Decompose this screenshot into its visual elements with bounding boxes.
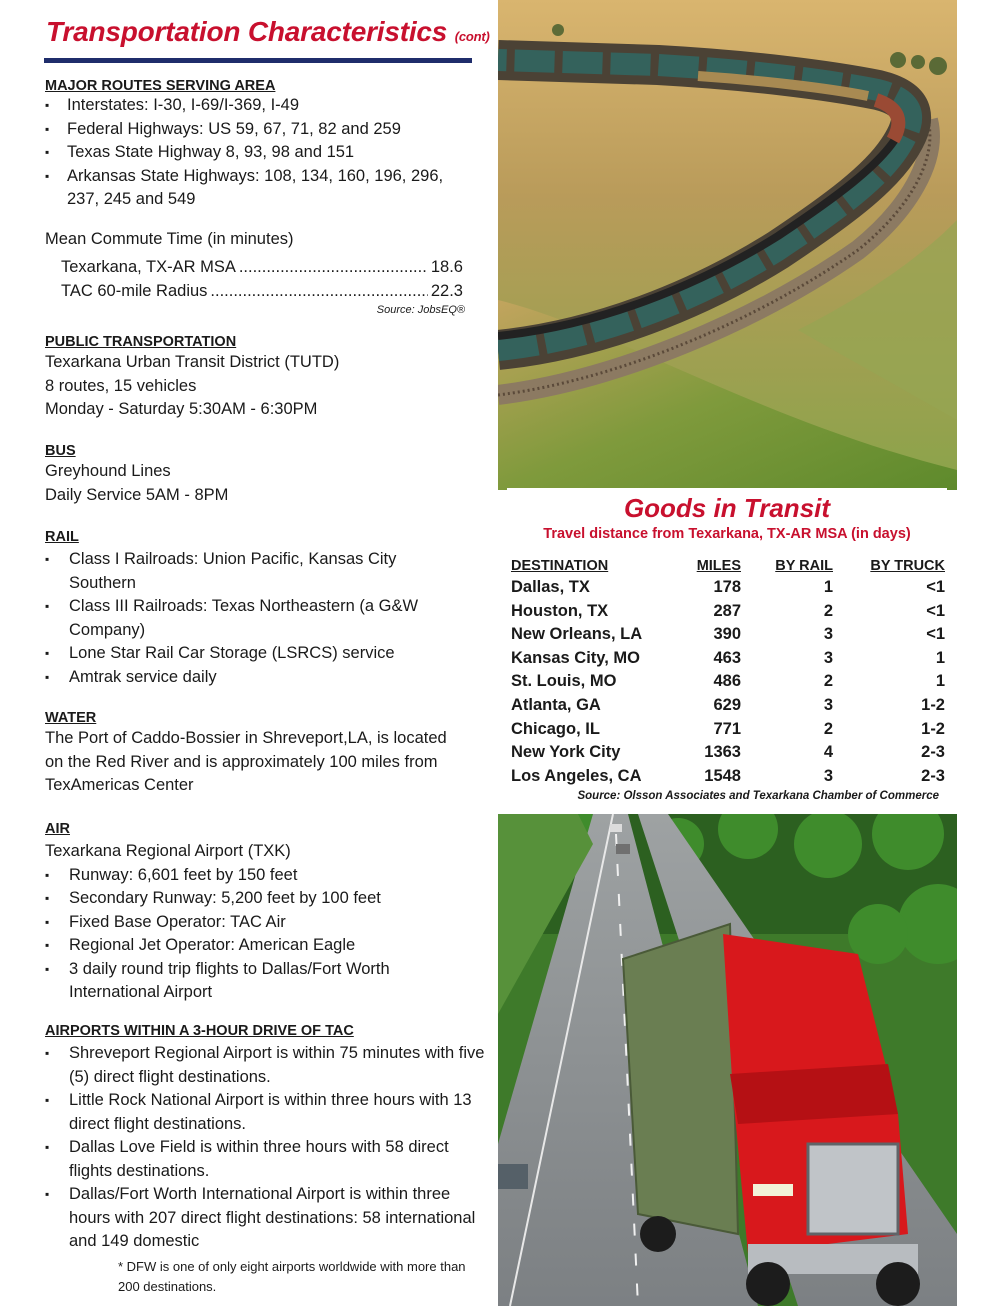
cell-miles: 287	[713, 601, 741, 620]
airports-list	[45, 1042, 485, 1254]
cell-destination: Dallas, TX	[511, 578, 590, 596]
cell-destination: New Orleans, LA	[511, 625, 643, 644]
cell-destination: St. Louis, MO	[511, 672, 617, 691]
leader-dots	[210, 279, 427, 303]
public-transport-line: Monday - Saturday 5:30AM - 6:30PM	[45, 400, 318, 418]
list-item: ▪ Shreveport Regional Airport is within 75 minutes with five (5) direct flight destinations.	[45, 1042, 487, 1089]
list-item: ▪ Federal Highways: US 59, 67, 71, 82 and 259	[45, 118, 485, 142]
bus-line: Daily Service 5AM - 8PM	[45, 485, 229, 504]
air-list	[45, 864, 485, 1005]
bus-line: Greyhound Lines	[45, 462, 171, 480]
cell-truck: 1	[935, 672, 945, 691]
routes-section	[45, 77, 485, 212]
commute-label: TAC 60-mile Radius	[61, 282, 208, 300]
cell-rail: 3	[823, 695, 833, 714]
cell-rail: 2	[823, 601, 833, 620]
goods-title: Goods in Transit	[623, 493, 831, 523]
cell-destination: Los Angeles, CA	[511, 766, 642, 785]
header-miles: MILES	[696, 558, 741, 574]
cell-rail: 3	[823, 625, 833, 644]
page-title	[46, 16, 490, 48]
list-item: ▪ Dallas Love Field is within three hours with 58 direct flights destinations.	[45, 1136, 469, 1183]
list-item: ▪ 3 daily round trip flights to Dallas/Fort Worth International Airport	[45, 958, 469, 1005]
list-item: ▪ Amtrak service daily	[45, 666, 485, 690]
routes-list	[45, 94, 485, 212]
cell-destination: Kansas City, MO	[511, 648, 640, 667]
public-transport-section	[45, 333, 485, 422]
cell-rail: 4	[823, 743, 833, 762]
cell-truck: 2-3	[921, 743, 945, 762]
cell-truck: 1-2	[921, 719, 945, 738]
public-transport-line: 8 routes, 15 vehicles	[45, 376, 197, 395]
cell-truck: 2-3	[921, 766, 945, 785]
cell-truck: 1	[935, 648, 945, 667]
air-heading: AIR	[45, 821, 70, 837]
list-item: ▪ Runway: 6,601 feet by 150 feet	[45, 864, 485, 888]
commute-value: 18.6	[430, 258, 463, 276]
table-row	[511, 741, 945, 765]
cell-miles: 771	[713, 719, 741, 738]
goods-source: Source: Olsson Associates and Texarkana Chamber of Commerce	[577, 790, 939, 803]
rail-section	[45, 528, 485, 689]
cell-miles: 463	[713, 648, 741, 667]
table-header-row	[511, 556, 945, 576]
cell-rail: 3	[823, 766, 833, 785]
commute-source: Source: JobsEQ®	[376, 304, 465, 316]
cell-miles: 1548	[704, 766, 741, 785]
goods-in-transit-panel	[507, 488, 947, 814]
table-row	[511, 623, 945, 647]
commute-row-radius	[45, 279, 463, 303]
cell-miles: 1363	[704, 743, 741, 762]
commute-section	[45, 227, 485, 317]
goods-subtitle: Travel distance from Texarkana, TX-AR MSA (in days)	[543, 526, 911, 542]
list-item: ▪ Arkansas State Highways: 108, 134, 160, 196, 296, 237, 245 and 549	[45, 165, 447, 212]
cell-destination: Houston, TX	[511, 601, 609, 620]
cell-rail: 1	[823, 578, 833, 596]
list-item: ▪ Dallas/Fort Worth International Airport is within three hours with 207 direct flight destinations: 58 international and 149 domestic	[45, 1183, 493, 1254]
bus-section	[45, 442, 485, 507]
table-row	[511, 576, 945, 600]
cell-rail: 2	[823, 719, 833, 738]
cell-truck: <1	[926, 625, 945, 644]
cell-miles: 390	[713, 625, 741, 644]
header-by-rail: BY RAIL	[775, 558, 833, 574]
title-divider	[44, 58, 472, 63]
water-text: The Port of Caddo-Bossier in Shreveport,LA, is located on the Red River and is approximately 100 miles from TexAmericas Center	[45, 729, 447, 794]
table-row	[511, 765, 945, 789]
cell-truck: <1	[926, 601, 945, 620]
cell-miles: 486	[713, 672, 741, 691]
rail-heading: RAIL	[45, 529, 79, 545]
table-row	[511, 694, 945, 718]
header-destination: DESTINATION	[511, 558, 609, 574]
cell-destination: Atlanta, GA	[511, 695, 601, 714]
water-section	[45, 709, 485, 798]
cell-miles: 629	[713, 695, 741, 714]
commute-title: Mean Commute Time (in minutes)	[45, 230, 294, 248]
cell-rail: 3	[823, 648, 833, 667]
header-by-truck: BY TRUCK	[870, 558, 945, 574]
cell-miles: 178	[713, 578, 741, 596]
list-item: ▪ Interstates: I-30, I-69/I-369, I-49	[45, 94, 485, 118]
table-row	[511, 600, 945, 624]
commute-label: Texarkana, TX-AR MSA	[61, 258, 236, 276]
commute-row-msa	[45, 255, 463, 279]
list-item: ▪ Texas State Highway 8, 93, 98 and 151	[45, 141, 485, 165]
red-semi-truck-photo	[498, 814, 957, 1306]
list-item: ▪ Regional Jet Operator: American Eagle	[45, 934, 485, 958]
leader-dots	[239, 255, 428, 279]
cell-rail: 2	[823, 672, 833, 691]
routes-heading: MAJOR ROUTES SERVING AREA	[45, 78, 276, 94]
dfw-footnote: * DFW is one of only eight airports worldwide with more than 200 destinations.	[118, 1259, 466, 1294]
table-row	[511, 718, 945, 742]
airports-section	[45, 1022, 485, 1254]
list-item: ▪ Class III Railroads: Texas Northeastern (a G&W Company)	[45, 595, 449, 642]
cell-destination: Chicago, IL	[511, 719, 600, 738]
cell-truck: <1	[926, 578, 945, 596]
page-title-text: Transportation Characteristics	[46, 16, 448, 47]
water-heading: WATER	[45, 710, 97, 726]
commute-value: 22.3	[430, 282, 463, 300]
air-section	[45, 820, 485, 1005]
list-item: ▪ Secondary Runway: 5,200 feet by 100 feet	[45, 887, 485, 911]
left-column	[0, 0, 490, 1306]
bus-heading: BUS	[45, 443, 76, 459]
cell-truck: 1-2	[921, 695, 945, 714]
list-item: ▪ Little Rock National Airport is within three hours with 13 direct flight destinations.	[45, 1089, 487, 1136]
public-transport-line: Texarkana Urban Transit District (TUTD)	[45, 353, 340, 371]
list-item: ▪ Lone Star Rail Car Storage (LSRCS) service	[45, 642, 485, 666]
list-item: ▪ Class I Railroads: Union Pacific, Kansas City Southern	[45, 548, 419, 595]
goods-table	[511, 556, 945, 788]
freight-train-photo	[498, 0, 957, 490]
airports-heading: AIRPORTS WITHIN A 3-HOUR DRIVE OF TAC	[45, 1023, 354, 1039]
cell-destination: New York City	[511, 743, 621, 762]
page-title-suffix: (cont)	[454, 29, 490, 44]
air-line: Texarkana Regional Airport (TXK)	[45, 842, 291, 860]
list-item: ▪ Fixed Base Operator: TAC Air	[45, 911, 485, 935]
rail-list	[45, 548, 485, 689]
table-row	[511, 647, 945, 671]
public-transport-heading: PUBLIC TRANSPORTATION	[45, 334, 237, 350]
table-row	[511, 670, 945, 694]
